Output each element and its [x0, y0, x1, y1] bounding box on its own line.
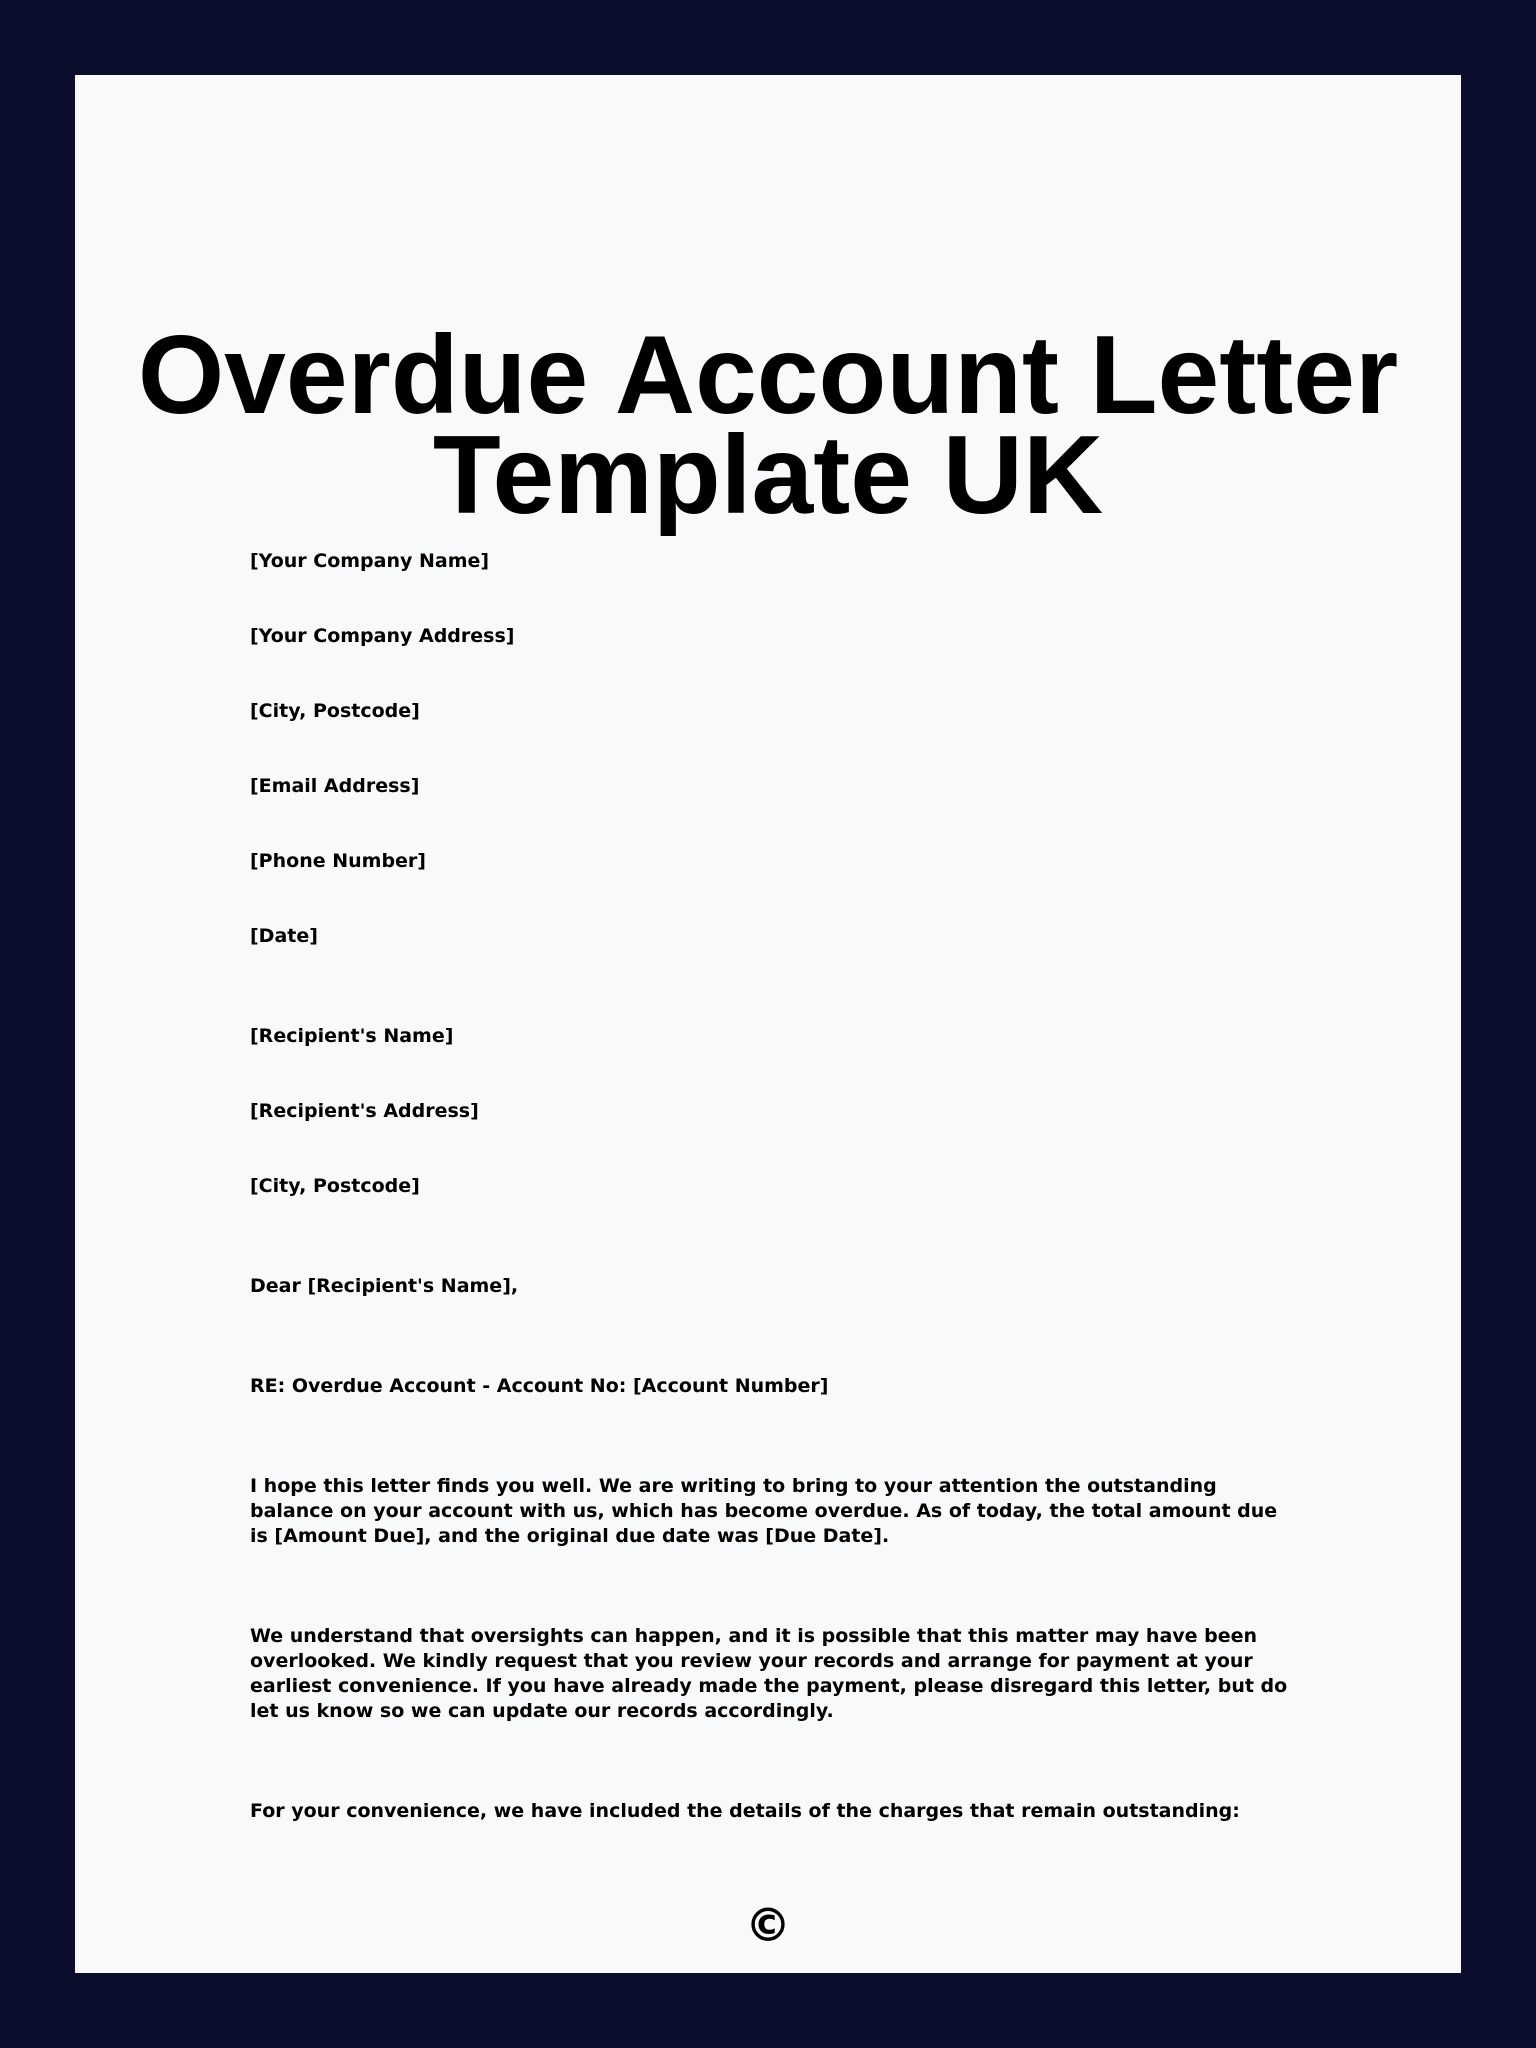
sender-company-address: [Your Company Address]	[250, 625, 515, 647]
letter-date: [Date]	[250, 925, 318, 947]
sender-company-name: [Your Company Name]	[250, 550, 490, 572]
copyright-icon: ©	[745, 1898, 791, 1952]
salutation: Dear [Recipient's Name],	[250, 1275, 519, 1297]
letter-page	[75, 75, 1461, 1973]
title-line-2: Template UK	[432, 413, 1104, 537]
document-title	[75, 313, 1461, 537]
sender-phone: [Phone Number]	[250, 850, 426, 872]
sender-email: [Email Address]	[250, 775, 420, 797]
recipient-name: [Recipient's Name]	[250, 1025, 454, 1047]
subject-line: RE: Overdue Account - Account No: [Account Number]	[250, 1375, 829, 1397]
recipient-address: [Recipient's Address]	[250, 1100, 479, 1122]
recipient-city-postcode: [City, Postcode]	[250, 1175, 420, 1197]
body-paragraph: We understand that oversights can happen, and it is possible that this matter may have been overlooked. We kindly request that you review your records and arrange for payment at your earliest convenience. If you have already made the payment, please disregard this letter, but do let us know so we can update our records accordingly.	[250, 1625, 1288, 1722]
title-line-1: Overdue Account Letter	[137, 313, 1399, 437]
sender-city-postcode: [City, Postcode]	[250, 700, 420, 722]
body-paragraph: I hope this letter finds you well. We are writing to bring to your attention the outstanding balance on your account with us, which has become overdue. As of today, the total amount due is [Amount Due], and the original due date was [Due Date].	[250, 1475, 1278, 1547]
body-paragraph: For your convenience, we have included the details of the charges that remain outstanding:	[250, 1800, 1240, 1822]
